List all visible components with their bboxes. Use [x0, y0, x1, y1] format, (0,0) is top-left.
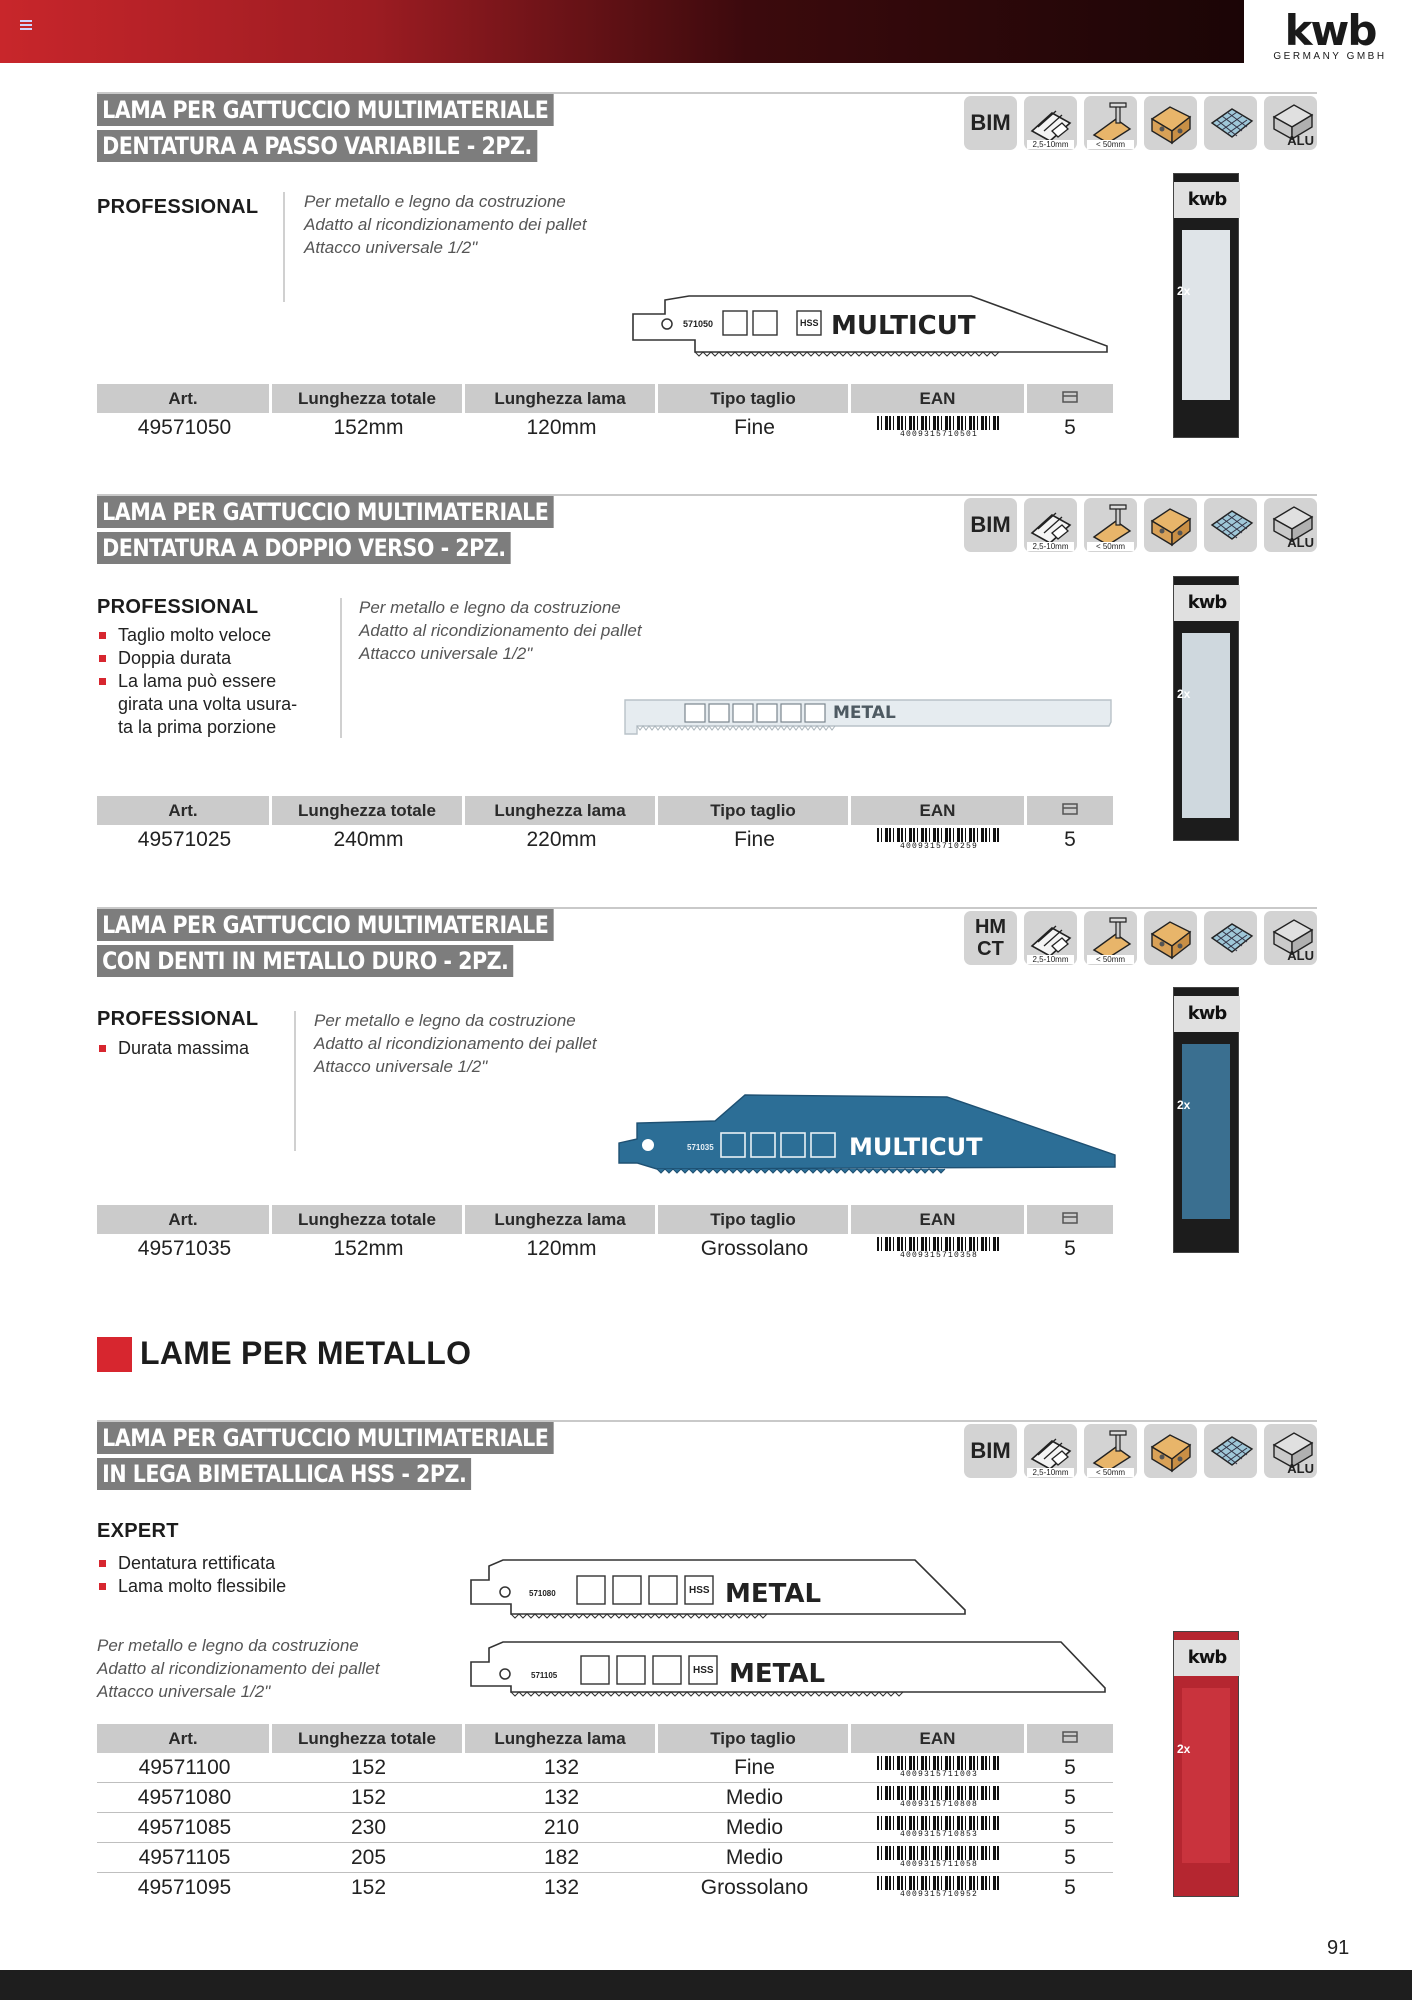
- col-header-length: Lunghezza totale: [272, 384, 465, 413]
- list-item: Taglio molto veloce: [97, 624, 307, 647]
- blade-code: 571035: [687, 1143, 714, 1152]
- pallet-icon: [1144, 1424, 1197, 1478]
- mesh-icon: [1204, 96, 1257, 150]
- menu-icon[interactable]: [20, 20, 32, 30]
- product-section-4: [97, 1420, 1317, 1900]
- category-heading-text: LAME PER METALLO: [140, 1335, 472, 1371]
- brand-logo-word: kwb: [1284, 6, 1376, 55]
- product-title-line-1: LAMA PER GATTUCCIO MULTIMATERIALE: [97, 94, 554, 126]
- col-header-blade-length: Lunghezza lama: [465, 1205, 658, 1234]
- list-item: La lama può essere girata una volta usura-ta la prima porzione: [97, 670, 307, 739]
- aluminium-icon: ALU: [1264, 498, 1317, 552]
- col-header-blade-length: Lunghezza lama: [465, 384, 658, 413]
- blade-label: MULTICUT: [849, 1133, 983, 1161]
- material-badge: BIM: [964, 1424, 1017, 1478]
- blade-label: MULTICUT: [831, 311, 976, 341]
- blade-image-long: [469, 1636, 1109, 1706]
- product-description: Per metallo e legno da costruzione Adatto al ricondizionamento dei pallet Attacco universale 1/2": [304, 192, 587, 257]
- metal-sheet-icon: 2,5-10mm: [1024, 96, 1077, 150]
- list-item: Dentatura rettificata: [97, 1552, 357, 1575]
- footer-bar: [0, 1970, 1412, 2000]
- package-image: kwb 2x: [1173, 576, 1239, 841]
- wood-icon: < 50mm: [1084, 911, 1137, 965]
- material-icons: [964, 498, 1317, 552]
- pallet-icon: [1144, 911, 1197, 965]
- feature-list: [97, 1552, 357, 1598]
- feature-list: [97, 624, 307, 739]
- product-category: PROFESSIONAL: [97, 1008, 259, 1030]
- product-description: Per metallo e legno da costruzione Adatto al ricondizionamento dei pallet Attacco universale 1/2": [314, 1011, 597, 1076]
- ean-barcode: 4009315710853: [851, 1813, 1027, 1843]
- material-badge: BIM: [964, 96, 1017, 150]
- page-number: 91: [1327, 1937, 1350, 1959]
- text-divider: [283, 192, 285, 302]
- text-divider: [340, 598, 342, 738]
- list-item: Durata massima: [97, 1037, 297, 1060]
- blade-code: 571105: [531, 1671, 558, 1680]
- col-header-art: Art.: [97, 384, 272, 413]
- package-image: kwb 2x: [1173, 173, 1239, 438]
- table-row: 49571035 152mm 120mm Grossolano 4009315710358 5: [97, 1234, 1113, 1264]
- col-header-cut-type: Tipo taglio: [658, 384, 851, 413]
- metal-sheet-icon: 2,5-10mm: [1024, 911, 1077, 965]
- package-icon: [1027, 1205, 1113, 1234]
- col-header-blade-length: Lunghezza lama: [465, 796, 658, 825]
- blade-image-short: [469, 1554, 969, 1624]
- wood-icon: < 50mm: [1084, 1424, 1137, 1478]
- product-section-2: [97, 494, 1317, 854]
- col-header-length: Lunghezza totale: [272, 1724, 465, 1753]
- product-description: Per metallo e legno da costruzione Adatto al ricondizionamento dei pallet Attacco universale 1/2": [359, 598, 642, 663]
- material-badge: BIM: [964, 498, 1017, 552]
- table-row: 49571100 152 132 Fine 4009315711003 5: [97, 1753, 1113, 1783]
- col-header-ean: EAN: [851, 1205, 1027, 1234]
- ean-barcode: 4009315710259: [851, 825, 1027, 855]
- col-header-art: Art.: [97, 1724, 272, 1753]
- spec-table: [97, 1724, 1113, 1903]
- table-row: 49571025 240mm 220mm Fine 4009315710259 5: [97, 825, 1113, 855]
- ean-barcode: 4009315710952: [851, 1873, 1027, 1903]
- col-header-length: Lunghezza totale: [272, 796, 465, 825]
- package-icon: [1027, 796, 1113, 825]
- material-icons: [964, 911, 1317, 965]
- col-header-cut-type: Tipo taglio: [658, 796, 851, 825]
- blade-label: METAL: [725, 1579, 822, 1609]
- blade-label: METAL: [729, 1659, 826, 1689]
- pallet-icon: [1144, 498, 1197, 552]
- product-title-line-1: LAMA PER GATTUCCIO MULTIMATERIALE: [97, 909, 554, 941]
- aluminium-icon: ALU: [1264, 1424, 1317, 1478]
- blade-image: [631, 290, 1109, 360]
- table-row: 49571105 205 182 Medio 4009315711058 5: [97, 1843, 1113, 1873]
- feature-list: [97, 1037, 297, 1060]
- wood-icon: < 50mm: [1084, 96, 1137, 150]
- ean-barcode: 4009315710808: [851, 1783, 1027, 1813]
- product-title-line-1: LAMA PER GATTUCCIO MULTIMATERIALE: [97, 1422, 554, 1454]
- mesh-icon: [1204, 911, 1257, 965]
- table-row: 49571080 152 132 Medio 4009315710808 5: [97, 1783, 1113, 1813]
- product-section-3: [97, 907, 1317, 1267]
- package-icon: [1027, 384, 1113, 413]
- blade-image: [617, 1093, 1117, 1177]
- wood-icon: < 50mm: [1084, 498, 1137, 552]
- product-description: Per metallo e legno da costruzione Adatto al ricondizionamento dei pallet Attacco universale 1/2": [97, 1636, 380, 1701]
- material-badge: HM CT: [964, 911, 1017, 965]
- col-header-ean: EAN: [851, 796, 1027, 825]
- spec-table: [97, 1205, 1113, 1264]
- heading-square-icon: [97, 1337, 132, 1372]
- col-header-blade-length: Lunghezza lama: [465, 1724, 658, 1753]
- ean-barcode: 4009315710501: [851, 413, 1027, 443]
- pallet-icon: [1144, 96, 1197, 150]
- brand-logo: [1270, 6, 1390, 62]
- product-category: EXPERT: [97, 1520, 179, 1542]
- package-image: kwb 2x: [1173, 987, 1239, 1253]
- spec-table: [97, 384, 1113, 443]
- product-category: PROFESSIONAL: [97, 196, 259, 218]
- blade-code: 571080: [529, 1589, 556, 1598]
- material-icons: [964, 96, 1317, 150]
- ean-barcode: 4009315711058: [851, 1843, 1027, 1873]
- col-header-cut-type: Tipo taglio: [658, 1724, 851, 1753]
- list-item: Doppia durata: [97, 647, 307, 670]
- col-header-art: Art.: [97, 1205, 272, 1234]
- list-item: Lama molto flessibile: [97, 1575, 357, 1598]
- product-title-line-2: DENTATURA A DOPPIO VERSO - 2PZ.: [97, 532, 511, 564]
- package-icon: [1027, 1724, 1113, 1753]
- aluminium-icon: ALU: [1264, 96, 1317, 150]
- table-row: 49571095 152 132 Grossolano 4009315710952 5: [97, 1873, 1113, 1903]
- aluminium-icon: ALU: [1264, 911, 1317, 965]
- product-section-1: [97, 92, 1317, 452]
- col-header-ean: EAN: [851, 384, 1027, 413]
- blade-label: METAL: [833, 703, 896, 723]
- spec-table: [97, 796, 1113, 855]
- product-title-line-2: DENTATURA A PASSO VARIABILE - 2PZ.: [97, 130, 537, 162]
- product-title-line-1: LAMA PER GATTUCCIO MULTIMATERIALE: [97, 496, 554, 528]
- package-image: kwb 2x: [1173, 1631, 1239, 1897]
- col-header-art: Art.: [97, 796, 272, 825]
- product-category: PROFESSIONAL: [97, 596, 259, 618]
- mesh-icon: [1204, 498, 1257, 552]
- brand-logo-subtitle: GERMANY GMBH: [1273, 51, 1387, 62]
- ean-barcode: 4009315710358: [851, 1234, 1027, 1264]
- product-title-line-2: CON DENTI IN METALLO DURO - 2PZ.: [97, 945, 514, 977]
- metal-sheet-icon: 2,5-10mm: [1024, 498, 1077, 552]
- text-divider: [294, 1011, 296, 1151]
- header-bar: [0, 0, 1244, 63]
- col-header-length: Lunghezza totale: [272, 1205, 465, 1234]
- material-icons: [964, 1424, 1317, 1478]
- ean-barcode: 4009315711003: [851, 1753, 1027, 1783]
- hss-badge: HSS: [693, 1665, 714, 1676]
- metal-sheet-icon: 2,5-10mm: [1024, 1424, 1077, 1478]
- table-row: 49571050 152mm 120mm Fine 4009315710501 5: [97, 413, 1113, 443]
- mesh-icon: [1204, 1424, 1257, 1478]
- blade-image: [623, 694, 1113, 744]
- table-row: 49571085 230 210 Medio 4009315710853 5: [97, 1813, 1113, 1843]
- hss-badge: HSS: [800, 318, 819, 328]
- hss-badge: HSS: [689, 1585, 710, 1596]
- product-title-line-2: IN LEGA BIMETALLICA HSS - 2PZ.: [97, 1458, 471, 1490]
- col-header-cut-type: Tipo taglio: [658, 1205, 851, 1234]
- blade-code: 571050: [683, 319, 714, 329]
- col-header-ean: EAN: [851, 1724, 1027, 1753]
